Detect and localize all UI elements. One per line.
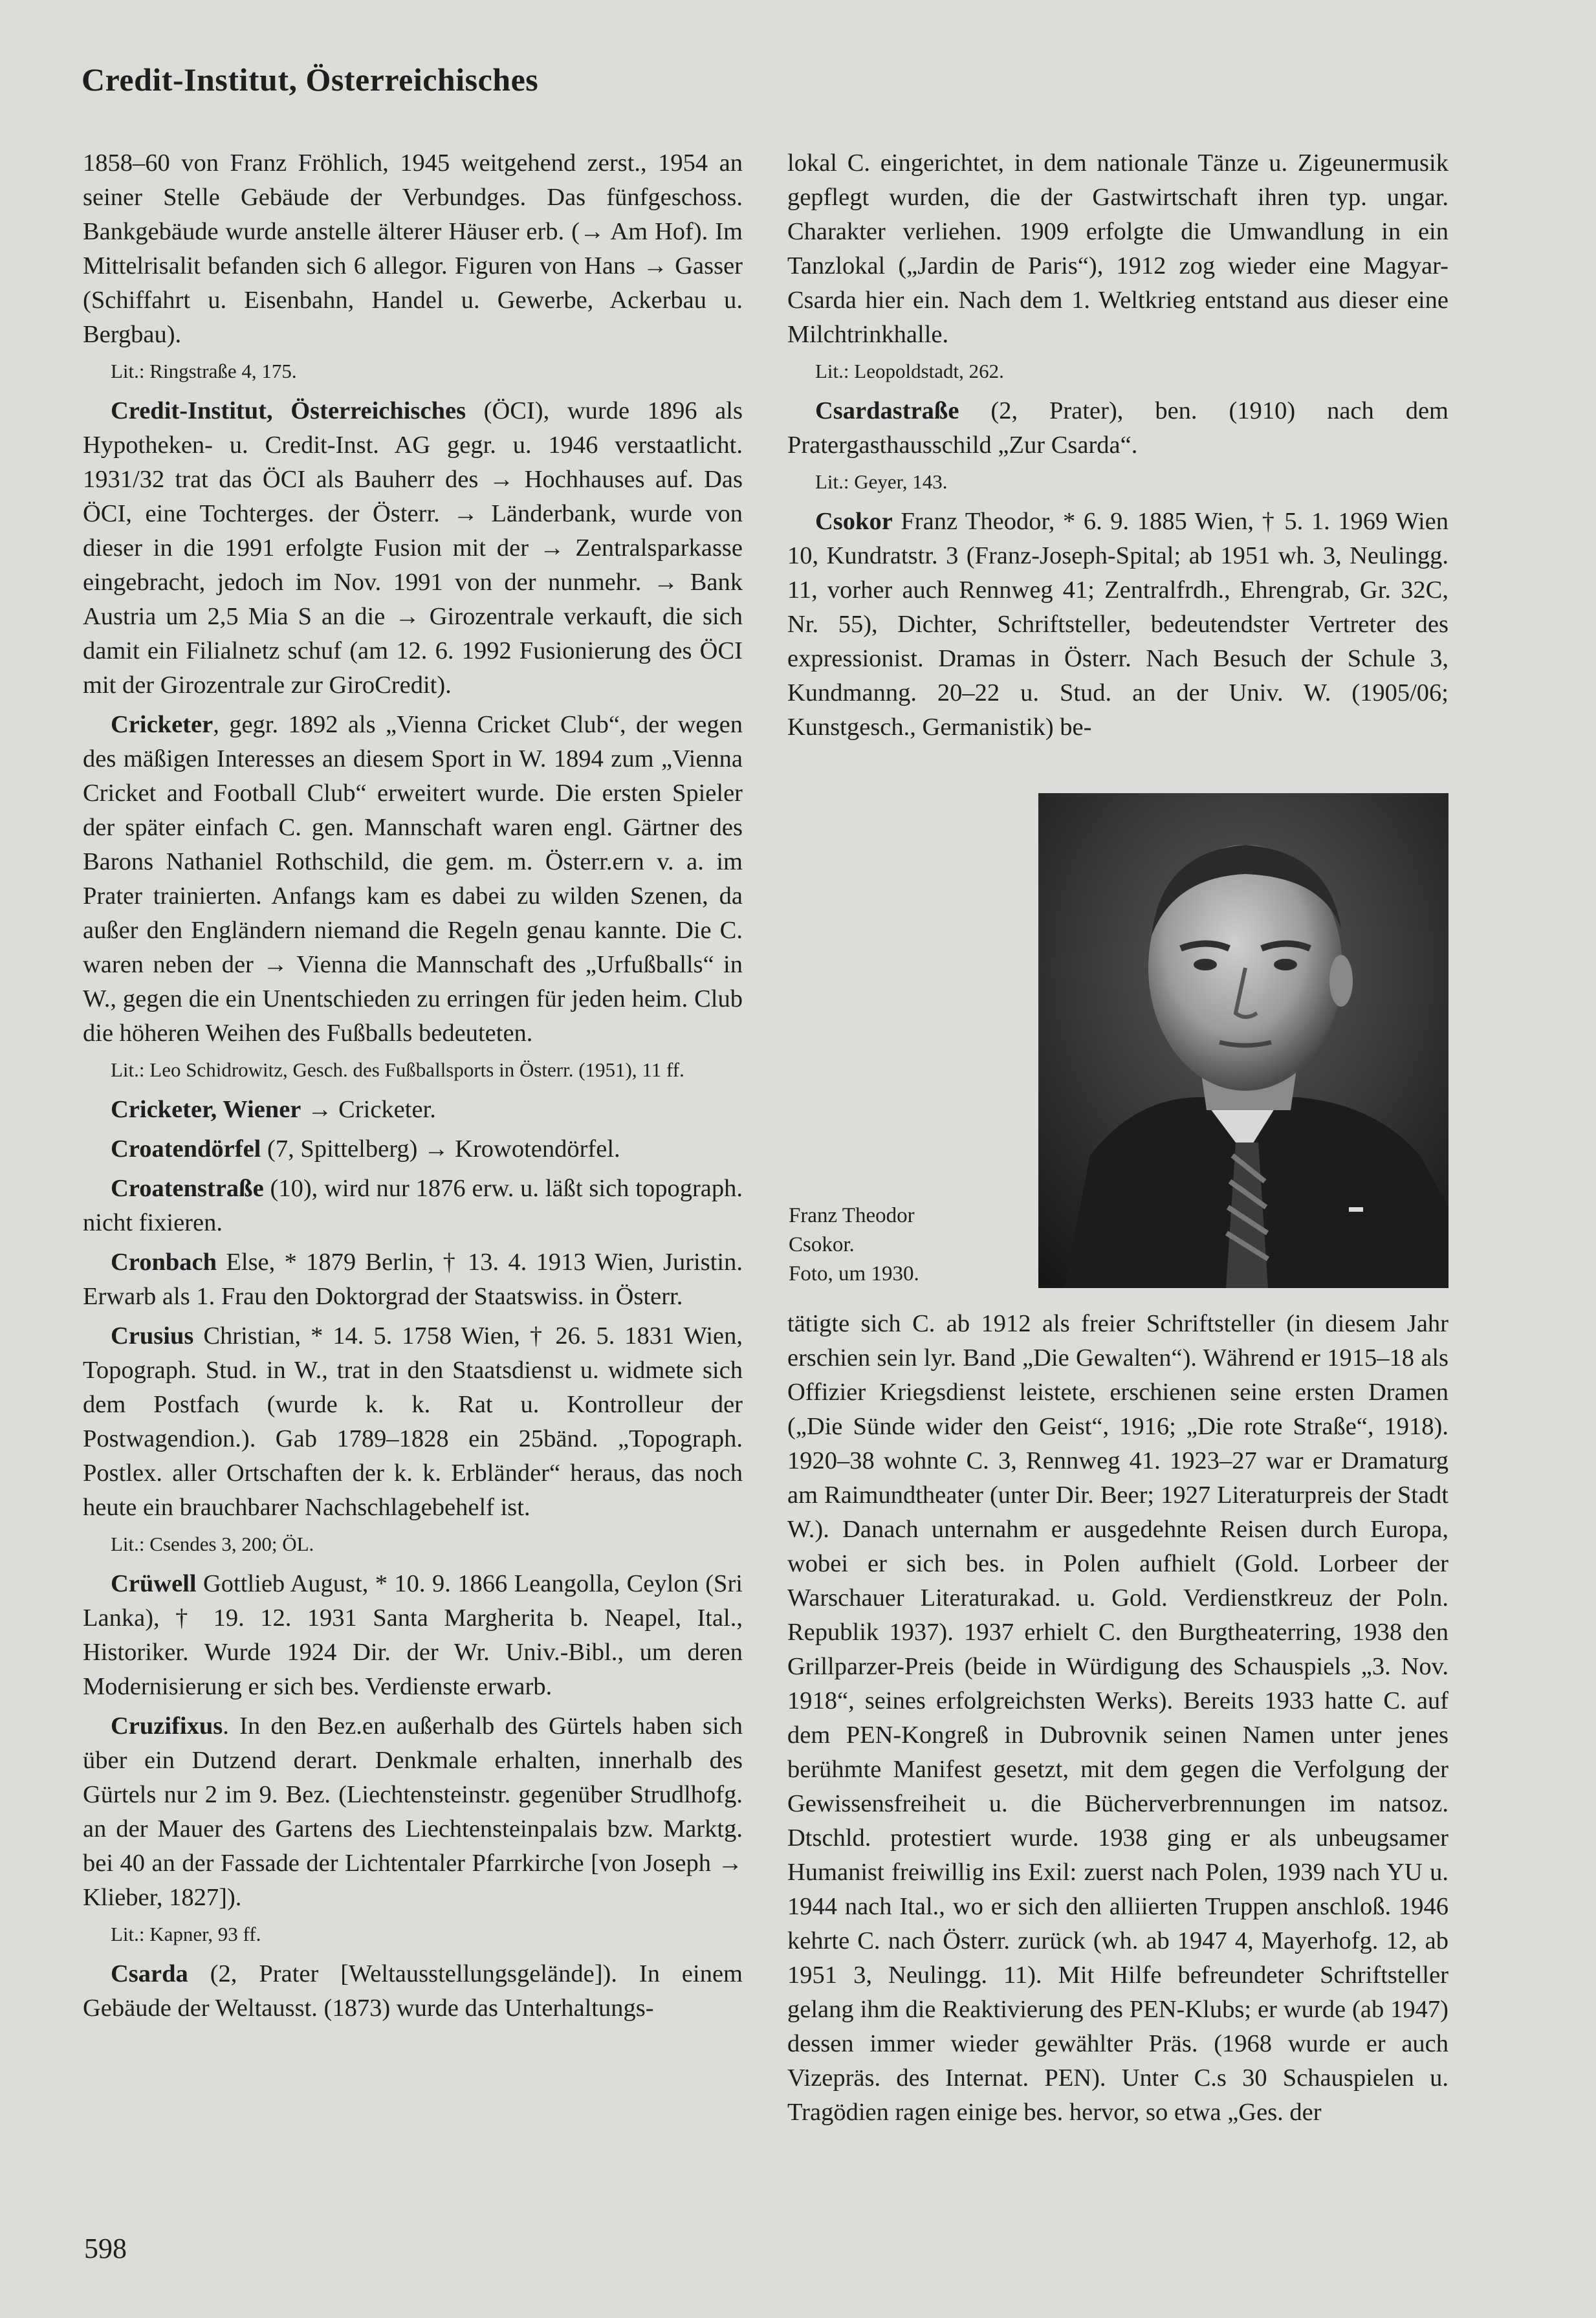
headword: Cruzifixus — [111, 1712, 223, 1740]
headword: Croatenstraße — [111, 1175, 264, 1202]
headword: Credit-Institut, Österreichisches — [111, 397, 466, 424]
caption-line: Csokor. — [789, 1233, 855, 1256]
entry-cruewell: Crüwell Gottlieb August, * 10. 9. 1866 Leangolla, Ceylon (Sri Lanka), † 19. 12. 1931 Santa Margherita b. Neapel, Ital., Historiker. Wurde 1924 Dir. der Wr. Univ.-Bibl., um deren Modernisierung er sich bes. Verdienste erwarb. — [83, 1570, 743, 1700]
headword: Csardastraße — [815, 397, 959, 424]
entry-csardastrasse: Csardastraße (2, Prater), ben. (1910) nach dem Pratergasthausschild „Zur Csarda“. — [787, 397, 1448, 459]
literature-ref: Lit.: Leopoldstadt, 262. — [815, 360, 1004, 382]
caption-line: Foto, um 1930. — [789, 1262, 919, 1285]
portrait-image — [1038, 793, 1448, 1288]
headword: Csokor — [815, 508, 893, 535]
continued-paragraph: tätigte sich C. ab 1912 als freier Schriftsteller (in diesem Jahr erschien sein lyr. Band „Die Gewalten“). Während er 1915–18 als Offizier Kriegsdienst leistete, erschienen seine ersten Dramen („Die Sünde wider den Geist“, 1916; „Die rote Straße“, 1918). 1920–38 wohnte C. 3, Rennweg 41. 1923–27 war er Dramaturg am Raimundtheater (unter Dir. Beer; 1927 Literaturpreis der Stadt W.). Danach unternahm er ausgedehnte Reisen durch Europa, wobei er sich bes. in Polen aufhielt (Gold. Lorbeer der Warschauer Literaturakad. u. Gold. Verdienstkreuz der Poln. Republik 1937). 1937 erhielt C. den Burgtheaterring, 1938 den Grillparzer-Preis (beide in Würdigung des Schauspiels „3. Nov. 1918“, seines erfolgreichsten Werks). Bereits 1933 hatte C. auf dem PEN-Kongreß in Dubrovnik seinen Namen unter jenes berühmte Manifest gesetzt, mit dem gegen die Verfolgung der Gewissensfreiheit u. die Bücherverbrennungen im natsoz. Dtschld. protestiert wurde. 1938 ging er als unbeugsamer Humanist freiwillig ins Exil: zuerst nach Polen, 1939 nach YU u. 1944 nach Ital., wo er sich den alliierten Truppen anschloß. 1946 kehrte C. nach Österr. zurück (wh. ab 1947 4, Mayerhofg. 12, ab 1951 3, Neulingg. 11). Mit Hilfe befreundeter Schriftsteller gelang ihm die Reaktivierung des PEN-Klubs; er wurde (ab 1947) dessen immer wieder gewählter Präs. (1968 wurde er auch Vizepräs. des Internat. PEN). Unter C.s 30 Schauspielen u. Tragödien ragen einige bes. hervor, so etwa „Ges. der — [787, 1310, 1448, 2126]
headword: Cricketer — [111, 711, 213, 738]
portrait-photo — [1038, 793, 1448, 1288]
headword: Crusius — [111, 1322, 194, 1350]
entry-cricketer: Cricketer, gegr. 1892 als „Vienna Cricket Club“, der wegen des mäßigen Interesses an diesem Sport in W. 1894 zum „Vienna Cricket and Football Club“ erweitert wurde. Die ersten Spieler der später einfach C. gen. Mannschaft waren engl. Gärtner des Barons Nathaniel Rothschild, die gem. m. Österr.ern v. a. im Prater trainierten. Anfangs kam es dabei zu wilden Szenen, da außer den Engländern niemand die Regeln genau kannte. Die C. waren neben der → Vienna die Mannschaft des „Urfußballs“ in W., gegen die ein Unentschieden zu erringen für jeden heim. Club die höheren Weihen des Fußballs bedeuteten. — [83, 711, 743, 1047]
running-header: Credit-Institut, Österreichisches — [82, 61, 539, 98]
entry-cricketer-wiener: Cricketer, Wiener → Cricketer. — [111, 1096, 436, 1123]
page-number: 598 — [84, 2233, 127, 2264]
continued-paragraph: lokal C. eingerichtet, in dem nationale Tänze u. Zigeunermusik gepflegt wurden, die der Gastwirtschaft ihren typ. ungar. Charakter verliehen. 1909 erfolgte die Umwandlung in ein Tanzlokal („Jardin de Paris“), 1912 zog wieder eine Magyar-Csarda hier ein. Nach dem 1. Weltkrieg entstand aus dieser eine Milchtrinkhalle. — [787, 149, 1448, 348]
entry-crusius: Crusius Christian, * 14. 5. 1758 Wien, † 26. 5. 1831 Wien, Topograph. Stud. in W., trat in den Staatsdienst u. widmete sich dem Postfach (wurde k. k. Rat u. Kontrolleur der Postwagendion.). Gab 1789–1828 ein 25bänd. „Topograph. Postlex. aller Ortschaften der k. k. Erbländer“ heraus, das noch heute ein brauchbarer Nachschlagebehelf ist. — [83, 1322, 743, 1521]
entry-csokor: Csokor Franz Theodor, * 6. 9. 1885 Wien, † 5. 1. 1969 Wien 10, Kundratstr. 3 (Franz-Joseph-Spital; ab 1951 wh. 3, Neulingg. 11, vorher auch Rennweg 41; Zentralfrdh., Ehrengrab, Gr. 32C, Nr. 55), Dichter, Schriftsteller, bedeutendster Vertreter des expressionist. Dramas in Österr. Nach Besuch der Schule 3, Kundmanng. 20–22 u. Stud. an der Univ. W. (1905/06; Kunstgesch., Germanistik) be- — [787, 508, 1448, 741]
headword: Cronbach — [111, 1249, 217, 1276]
entry-croatendoerfel: Croatendörfel (7, Spittelberg) → Krowotendörfel. — [111, 1135, 620, 1163]
headword: Cricketer, Wiener — [111, 1096, 301, 1123]
headword: Crüwell — [111, 1570, 197, 1597]
literature-ref: Lit.: Geyer, 143. — [815, 470, 948, 493]
left-column — [83, 146, 743, 2031]
entry-credit-institut: Credit-Institut, Österreichisches (ÖCI), wurde 1896 als Hypotheken- u. Credit-Inst. AG gegr. u. 1946 verstaatlicht. 1931/32 trat das ÖCI als Bauherr des → Hochhauses auf. Das ÖCI, eine Tochterges. der Österr. → Länderbank, wurde von dieser in die 1991 erfolgte Fusion mit der → Zentralsparkasse eingebracht, jedoch im Nov. 1991 von der nunmehr. → Bank Austria um 2,5 Mia S an die → Girozentrale verkauft, die sich damit ein Filialnetz schuf (am 12. 6. 1992 Fusionierung des ÖCI mit der Girozentrale zur GiroCredit). — [83, 397, 743, 699]
literature-ref: Lit.: Csendes 3, 200; ÖL. — [111, 1533, 314, 1555]
literature-ref: Lit.: Kapner, 93 ff. — [111, 1923, 261, 1945]
headword: Csarda — [111, 1960, 188, 1987]
entry-cruzifixus: Cruzifixus. In den Bez.en außerhalb des Gürtels haben sich über ein Dutzend derart. Denkmale erhalten, innerhalb des Gürtels nur 2 im 9. Bez. (Liechtensteinstr. gegenüber Strudlhofg. an der Mauer des Gartens des Liechtensteinpalais bzw. Marktg. bei 40 an der Fassade der Lichtentaler Pfarrkirche [von Joseph → Klieber, 1827]). — [83, 1712, 743, 1911]
continued-paragraph: 1858–60 von Franz Fröhlich, 1945 weitgehend zerst., 1954 an seiner Stelle Gebäude der Verbundges. Das fünfgeschoss. Bankgebäude wurde anstelle älterer Häuser erb. (→ Am Hof). Im Mittelrisalit befanden sich 6 allegor. Figuren von Hans → Gasser (Schiffahrt u. Eisenbahn, Handel u. Gewerbe, Ackerbau u. Bergbau). — [83, 149, 743, 348]
entry-croatenstrasse: Croatenstraße (10), wird nur 1876 erw. u. läßt sich topograph. nicht fixieren. — [83, 1175, 743, 1236]
right-column-bottom — [787, 1307, 1448, 2135]
headword: Croatendörfel — [111, 1135, 261, 1163]
entry-csarda: Csarda (2, Prater [Weltausstellungsgelände]). In einem Gebäude der Weltausst. (1873) wurde das Unterhaltungs- — [83, 1960, 743, 2022]
entry-cronbach: Cronbach Else, * 1879 Berlin, † 13. 4. 1913 Wien, Juristin. Erwarb als 1. Frau den Doktorgrad der Staatswiss. in Österr. — [83, 1249, 743, 1310]
right-column-top — [787, 146, 1448, 750]
caption-line: Franz Theodor — [789, 1204, 915, 1227]
photo-caption — [789, 1201, 1028, 1289]
literature-ref: Lit.: Ringstraße 4, 175. — [111, 360, 297, 382]
literature-ref: Lit.: Leo Schidrowitz, Gesch. des Fußballsports in Österr. (1951), 11 ff. — [111, 1058, 684, 1081]
